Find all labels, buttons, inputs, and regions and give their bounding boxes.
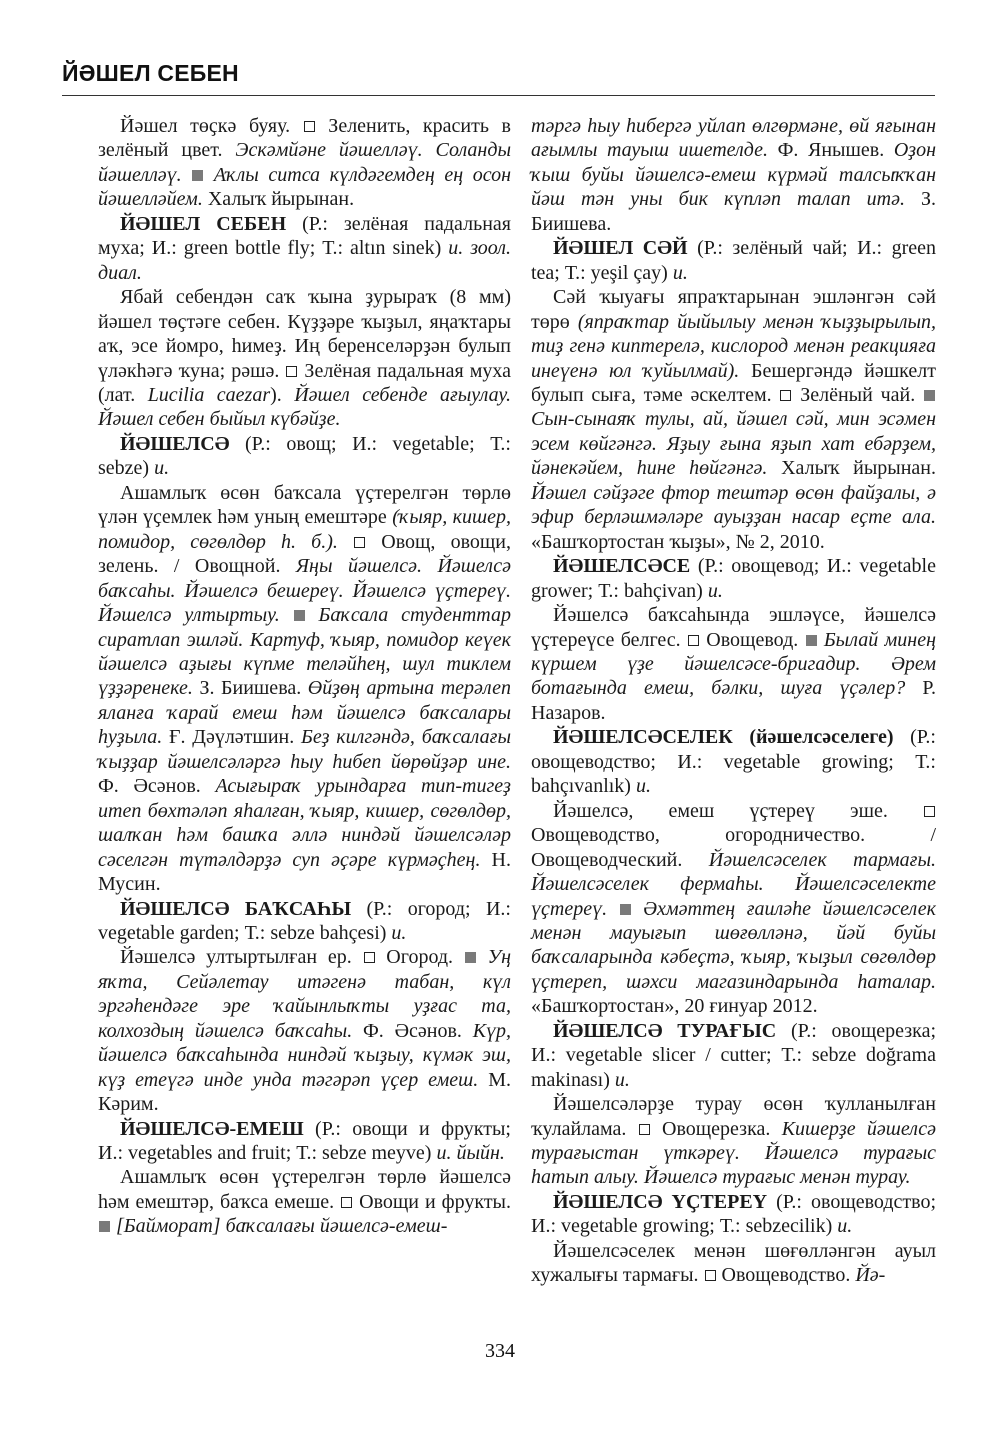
italic-text: Йәшелсәселек тармағы. Йәшелсәселек фермаһы. Йәшелсәселекте үҫтереү. — [531, 848, 936, 920]
dictionary-entry-definition — [98, 945, 511, 1116]
text — [607, 898, 619, 920]
headword: ЙӘШЕЛСӘ ҮҪТЕРЕҮ — [553, 1190, 768, 1213]
text: Зеленить, красить в зелёный цвет. — [98, 115, 512, 162]
text: Овощи и фрукты. — [353, 1190, 511, 1213]
text: (Р.: зелёная падальная муха; И.: green bottle fly; Т.: altın sinek) — [98, 212, 511, 260]
text: Ашамлыҡ өсөн баҡсала үҫтерелгән төрлө үлән үҫемлек һәм уның емештәре — [98, 481, 511, 529]
italic-text: Сын-сынаяҡ тулы, ай, йәшел сәй, мин эсәмен эсем көйгәнгә. Яҙыу ғына яҙып хат ебәрҙем, йәнекәйем, һине һөйгәнгә. — [531, 408, 936, 480]
italic-text: Йәшел сәйҙәге фтор тештәр өсөн файҙалы, ә эфир берләшмәләре ауыҙҙан насар еҫте ала. — [531, 481, 936, 529]
italic-text: и. — [635, 775, 651, 798]
italic-text: Яңы йәшелсә. Йәшелсә баҡсаһы. Йәшелсә бешереү. Йәшелсә үҫтереү. Йәшелсә ултыртыу. — [98, 555, 511, 627]
dictionary-entry-definition — [531, 1239, 936, 1288]
text: (Р.: овощ; И.: vegetable; Т.: sebze) — [98, 432, 511, 480]
filled-square-icon — [620, 904, 631, 915]
text: Овощ, овощи, зелень. / Овощной. — [98, 530, 512, 578]
open-square-icon — [364, 952, 375, 963]
filled-square-icon — [924, 390, 935, 401]
italic-text: [Байморат] баҡсалағы йәшелсә-емеш- — [111, 1215, 448, 1238]
text: (Р.: зелёный чай; И.: green tea; Т.: yeşil çay) — [531, 237, 936, 284]
text: Ашамлыҡ өсөн үҫтерелгән төрлө йәшелсә һәм емештәр, баҡса емеше. — [98, 1166, 511, 1213]
italic-text: и. — [154, 457, 170, 480]
open-square-icon — [688, 635, 699, 646]
text: Овощеводство. — [716, 1264, 856, 1287]
italic-text: тәргә һыу һибергә уйлап өлгөрмәне, өй яғынан ағымлы тауыш ишетелде. — [531, 115, 936, 162]
text: Йәшелсә баҡсаһында эшләүсе, йәшелсә үҫтереүсе белгес. — [531, 604, 936, 651]
dictionary-entry-definition — [98, 481, 511, 897]
headword: ЙӘШЕЛСӘ — [120, 432, 230, 455]
italic-text: Эскәмйәне йәшелләү. Соланды йәшелләү. — [98, 139, 511, 186]
italic-text: и. — [672, 261, 688, 284]
dictionary-entry-definition — [531, 1092, 936, 1190]
left-column — [98, 114, 511, 1239]
italic-text: Асығыраҡ урындарға тип-тигеҙ итеп бөхтәләп яһалған, ҡыяр, кишер, сөгөлдөр, шалҡан һәм башҡа әллә ниндәй йәшелсәләр сәселгән түтәлдәрҙә суп әҫәре күрмәҫһең. — [98, 775, 511, 871]
dictionary-entry-headword-line — [98, 212, 511, 285]
filled-square-icon — [99, 1221, 110, 1232]
filled-square-icon — [806, 635, 817, 646]
italic-text: и. зоол. диал. — [98, 237, 511, 284]
dictionary-entry-definition — [531, 285, 936, 554]
text: Овощевод. — [699, 628, 805, 651]
header-rule — [62, 95, 935, 96]
open-square-icon — [780, 390, 791, 401]
text: З. Биишева. — [531, 188, 936, 235]
italic-text: Йә- — [855, 1264, 886, 1287]
italic-text: Беҙ килгәндә, баҡсалағы ҡыҙҙар йәшелсәләргә һыу һибеп йөрөйҙәр ине. — [98, 726, 511, 773]
open-square-icon — [924, 806, 935, 817]
filled-square-icon — [192, 170, 203, 181]
italic-text: и. — [391, 921, 407, 944]
italic-text: Аҡлы ситса күлдәгемдең ең осон йәшелләйем. — [98, 163, 512, 211]
italic-text: Әхмәттең ғаиләһе йәшелсәселек менән мауығып шөғөлләнә, йәй буйы баҡсаларында кәбеҫтә, ҡыяр, ҡыҙыл сөгөлдөр үҫтереп, шәхси магазиндарында һаталар. — [531, 897, 936, 993]
text: Ф. Әсәнов. — [98, 775, 216, 798]
text: Бешергәндә йәшкелт булып сыға, тәме әскелтем. — [531, 359, 936, 406]
dictionary-entry-headword-line — [531, 1019, 936, 1092]
running-head-title: ЙӘШЕЛ СЕБЕН — [62, 60, 239, 86]
dictionary-entry-definition — [98, 114, 511, 212]
text: Халыҡ йырынан. — [767, 457, 936, 480]
dictionary-entry-headword-line — [531, 1190, 936, 1239]
dictionary-entry-definition — [98, 1165, 511, 1238]
dictionary-entry-headword-line — [531, 236, 936, 285]
filled-square-icon — [294, 610, 305, 621]
text: М. Кәрим. — [98, 1068, 511, 1116]
text: Ф. Янышев. — [768, 139, 894, 162]
text: «Башҡортостан», 20 ғинуар 2012. — [531, 995, 818, 1018]
text: Йәшел төҫкә буяу. — [120, 115, 303, 137]
italic-text: Оҙон ҡыш буйы йәшелсә-емеш күрмәй талсыҡҡан йәш тән уны бик күпләп талап итә. — [531, 139, 936, 211]
dictionary-entry-headword-line — [98, 1117, 511, 1166]
headword: ЙӘШЕЛСӘСЕЛЕК (йәшелсәселеге) — [553, 726, 894, 749]
dictionary-entry-definition — [531, 799, 936, 1019]
headword: ЙӘШЕЛСӘ-ЕМЕШ — [120, 1117, 304, 1140]
text — [280, 604, 293, 626]
italic-text: и. йыйн. — [436, 1142, 505, 1165]
headword: ЙӘШЕЛСӘСЕ — [553, 555, 691, 578]
open-square-icon — [341, 1197, 352, 1208]
open-square-icon — [705, 1270, 716, 1281]
italic-text: (япраҡтар йыйылыу менән ҡыҙҙырылып, тиҙ генә киптерелә, кислород менән реакцияға инеүенә юл ҡуйылмай). — [531, 310, 936, 382]
italic-text: (ҡыяр, кишер, помидор, сөгөлдөр һ. б.). — [98, 506, 511, 553]
dictionary-entry-headword-line — [531, 725, 936, 798]
italic-text: Йәшел себенде ағыулау. Йәшел себен быйыл күбәйҙе. — [98, 383, 511, 431]
headword: ЙӘШЕЛСӘ БАҠСАҺЫ — [120, 897, 352, 920]
italic-text: Былай минең күршем үҙе йәшелсәсе-бригадир. Әрем ботағында емеш, бәлки, шуға үҫәлер? — [531, 628, 936, 700]
italic-text: и. — [614, 1068, 630, 1091]
text: (Р.: овощеводство; И.: vegetable growing; Т.: bahçıvanlık) — [531, 726, 936, 798]
italic-text: Кишерҙе йәшелсә турағыстан үткәреү. Йәшелсә турағыс һатып алыу. Йәшелсә турағыс менән турау. — [531, 1117, 937, 1189]
text: Сәй ҡыуағы япраҡтарынан эшләнгән сәй төрө — [531, 286, 936, 333]
text — [338, 531, 353, 553]
italic-text: и. — [707, 579, 723, 602]
text: «Башҡортостан ҡыҙы», № 2, 2010. — [531, 530, 825, 553]
text: Зелёная падальная муха (лат. — [98, 359, 511, 406]
text: Ф. Әсәнов. — [352, 1019, 473, 1042]
right-column — [531, 114, 936, 1288]
open-square-icon — [286, 366, 297, 377]
text: Йәшелсә ултыртылған ер. — [120, 946, 363, 969]
open-square-icon — [639, 1124, 650, 1135]
open-square-icon — [354, 537, 365, 548]
open-square-icon — [304, 121, 315, 132]
italic-text: Lucilia caezar — [147, 383, 271, 406]
headword: ЙӘШЕЛ СӘЙ — [553, 237, 688, 260]
text: (Р.: огород; И.: vegetable garden; Т.: sebze bahçesi) — [98, 897, 511, 944]
italic-text: Уң яҡта, Сейәлетау итәгенә табан, күл эргәһендәге эре ҡайынлыҡты уҙғас та, колхоздың йәшелсә баҡсаһы. — [98, 946, 511, 1042]
text — [182, 164, 192, 186]
dictionary-entry-definition — [531, 114, 936, 236]
text: Халыҡ йырынан. — [202, 188, 355, 211]
text: З. Биишева. — [192, 677, 308, 700]
headword: ЙӘШЕЛСӘ ТУРАҒЫС — [553, 1019, 777, 1042]
text: Йәшелсә, емеш үҫтереү эше. — [553, 799, 923, 822]
text: Йәшелсәселек менән шөғөлләнгән ауыл хужалығы тармағы. — [531, 1239, 936, 1287]
text: (Р.: овощерезка; И.: vegetable slicer / cutter; Т.: sebze doğrama makinası) — [531, 1019, 937, 1091]
text: Огород. — [375, 946, 464, 969]
filled-square-icon — [465, 952, 476, 963]
italic-text: Күр, йәшелсә баҡсаһында ниндәй ҡыҙыу, күмәк эш, күҙ етеүгә инде унда тәгәрәп үҫер емеш. — [98, 1019, 511, 1091]
text: Ябай себендән саҡ ҡына ҙурыраҡ (8 мм) йәшел төҫтәге себен. Күҙҙәре ҡыҙыл, яңаҡтары аҡ, эсе йомро, һимеҙ. Иң беренселәрҙән булып үләкһәгә ҡуна; рәшә. — [98, 286, 511, 382]
italic-text: Баҡсала студенттар сиратлап эшләй. Картуф, ҡыяр, помидор кеүек йәшелсә аҙығы күпме теләйһең, шул тиклем үҙҙәренеке. — [98, 604, 511, 700]
text: (Р.: овощевод; И.: vegetable grower; Т.: bahçivan) — [531, 555, 936, 602]
text: Ғ. Дәүләтшин. — [162, 726, 302, 749]
text: Н. Мусин. — [98, 848, 511, 896]
text: Зелёный чай. — [792, 383, 923, 406]
text: (Р.: овощи и фрукты; И.: vegetables and fruit; Т.: sebze meyve) — [98, 1117, 511, 1165]
text: Овощерезка. — [650, 1117, 782, 1140]
dictionary-entry-definition — [98, 285, 511, 432]
text: ). — [270, 383, 295, 406]
text: Овощеводство, огородничество. / Овощеводческий. — [531, 824, 936, 871]
dictionary-entry-headword-line — [531, 554, 936, 603]
dictionary-entry-definition — [531, 603, 936, 725]
italic-text: Өйҙөң артына терәлеп яланға ҡарай емеш һәм йәшелсә баҡсалары һуҙыла. — [98, 677, 511, 749]
italic-text: и. — [837, 1215, 853, 1238]
dictionary-entry-headword-line — [98, 897, 511, 946]
text: Р. Назаров. — [531, 677, 937, 724]
text: Йәшелсәләрҙе турау өсөн ҡулланылған ҡулайлама. — [531, 1093, 936, 1140]
headword: ЙӘШЕЛ СЕБЕН — [120, 212, 287, 235]
page-number: 334 — [485, 1340, 515, 1362]
dictionary-entry-headword-line — [98, 432, 511, 481]
text: (Р.: овощеводство; И.: vegetable growing; Т.: sebzecilik) — [531, 1190, 937, 1238]
